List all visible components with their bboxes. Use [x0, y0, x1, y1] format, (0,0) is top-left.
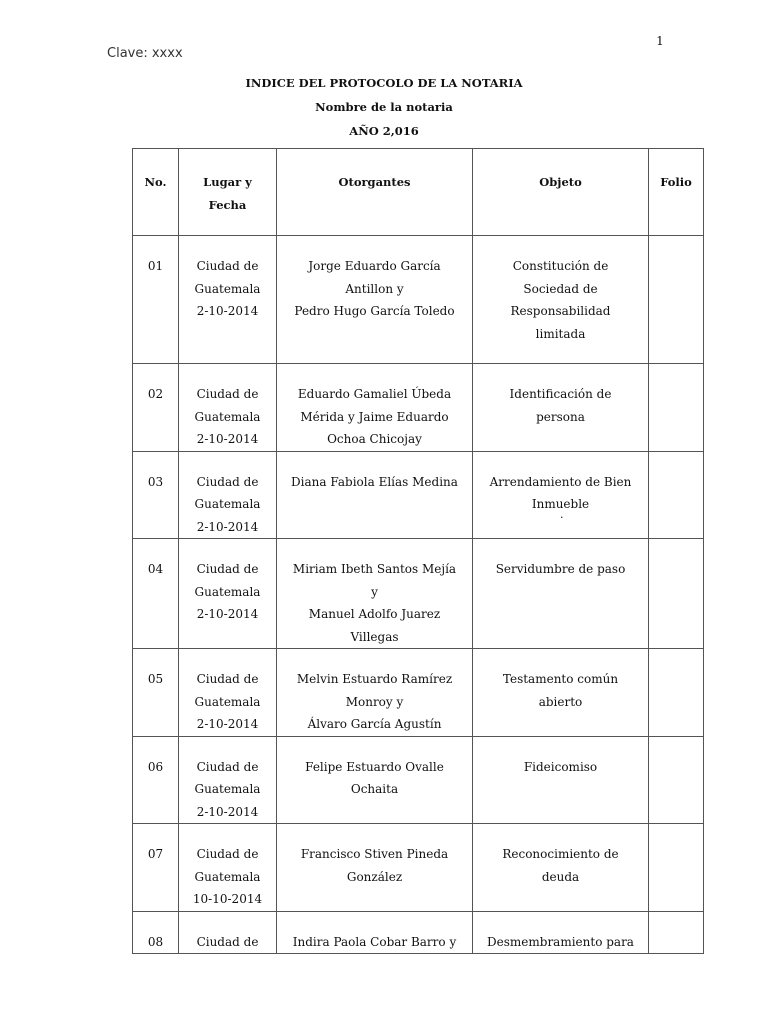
cell-folio — [649, 911, 704, 954]
notary-name: Nombre de la notaria — [315, 100, 453, 114]
table-row — [133, 236, 704, 364]
cell-no: 04 — [133, 539, 179, 649]
cell-grantors: Francisco Stiven Pineda González — [277, 824, 473, 912]
cell-no: 08 — [133, 911, 179, 954]
cell-place-date: Ciudad de Guatemala 2-10-2014 — [179, 539, 277, 649]
protocol-index-table — [132, 148, 704, 954]
header-no: No. — [133, 149, 179, 236]
cell-place-date: Ciudad de Guatemala 2-10-2014 — [179, 364, 277, 452]
cell-place-date: Ciudad de Guatemala 2-10-2014 — [179, 451, 277, 539]
cell-place-date: Ciudad de Guatemala 10-10-2014 — [179, 824, 277, 912]
cell-no: 02 — [133, 364, 179, 452]
cell-no: 05 — [133, 649, 179, 737]
table-row — [133, 824, 704, 912]
table-row — [133, 539, 704, 649]
cell-object: Reconocimiento de deuda — [473, 824, 649, 912]
cell-place-date: Ciudad de Guatemala 2-10-2014 — [179, 649, 277, 737]
stray-mark: . — [560, 508, 564, 521]
cell-grantors: Jorge Eduardo García Antillon y Pedro Hugo García Toledo — [277, 236, 473, 364]
cell-object: Desmembramiento para — [473, 911, 649, 954]
cell-folio — [649, 236, 704, 364]
cell-object: Constitución de Sociedad de Responsabilidad limitada — [473, 236, 649, 364]
cell-object: Fideicomiso — [473, 736, 649, 824]
cell-grantors: Melvin Estuardo Ramírez Monroy y Álvaro García Agustín — [277, 649, 473, 737]
cell-grantors: Diana Fabiola Elías Medina — [277, 451, 473, 539]
header-place-date: Lugar y Fecha — [179, 149, 277, 236]
document-code: Clave: xxxx — [107, 46, 183, 61]
cell-place-date: Ciudad de Guatemala 2-10-2014 — [179, 236, 277, 364]
header-grantors: Otorgantes — [277, 149, 473, 236]
cell-grantors: Felipe Estuardo Ovalle Ochaita — [277, 736, 473, 824]
cell-object: Arrendamiento de Bien Inmueble — [473, 451, 649, 539]
cell-object: Testamento común abierto — [473, 649, 649, 737]
cell-folio — [649, 649, 704, 737]
cell-object: Servidumbre de paso — [473, 539, 649, 649]
cell-grantors: Miriam Ibeth Santos Mejía y Manuel Adolfo Juarez Villegas — [277, 539, 473, 649]
page-number: 1 — [656, 34, 664, 48]
cell-place-date: Ciudad de Guatemala 2-10-2014 — [179, 736, 277, 824]
table-row — [133, 364, 704, 452]
cell-folio — [649, 364, 704, 452]
cell-no: 06 — [133, 736, 179, 824]
table-row — [133, 649, 704, 737]
cell-object: Identificación de persona — [473, 364, 649, 452]
cell-no: 01 — [133, 236, 179, 364]
cell-folio — [649, 736, 704, 824]
cell-no: 03 — [133, 451, 179, 539]
protocol-year: AÑO 2,016 — [349, 124, 419, 138]
table-row — [133, 736, 704, 824]
document-title: INDICE DEL PROTOCOLO DE LA NOTARIA — [245, 76, 523, 90]
cell-grantors: Eduardo Gamaliel Úbeda Mérida y Jaime Eduardo Ochoa Chicojay — [277, 364, 473, 452]
table-header-row — [133, 149, 704, 236]
header-folio: Folio — [649, 149, 704, 236]
table-row — [133, 911, 704, 954]
cell-place-date: Ciudad de — [179, 911, 277, 954]
cell-no: 07 — [133, 824, 179, 912]
cell-folio — [649, 539, 704, 649]
table-row — [133, 451, 704, 539]
cell-grantors: Indira Paola Cobar Barro y — [277, 911, 473, 954]
cell-folio — [649, 824, 704, 912]
header-object: Objeto — [473, 149, 649, 236]
cell-folio — [649, 451, 704, 539]
